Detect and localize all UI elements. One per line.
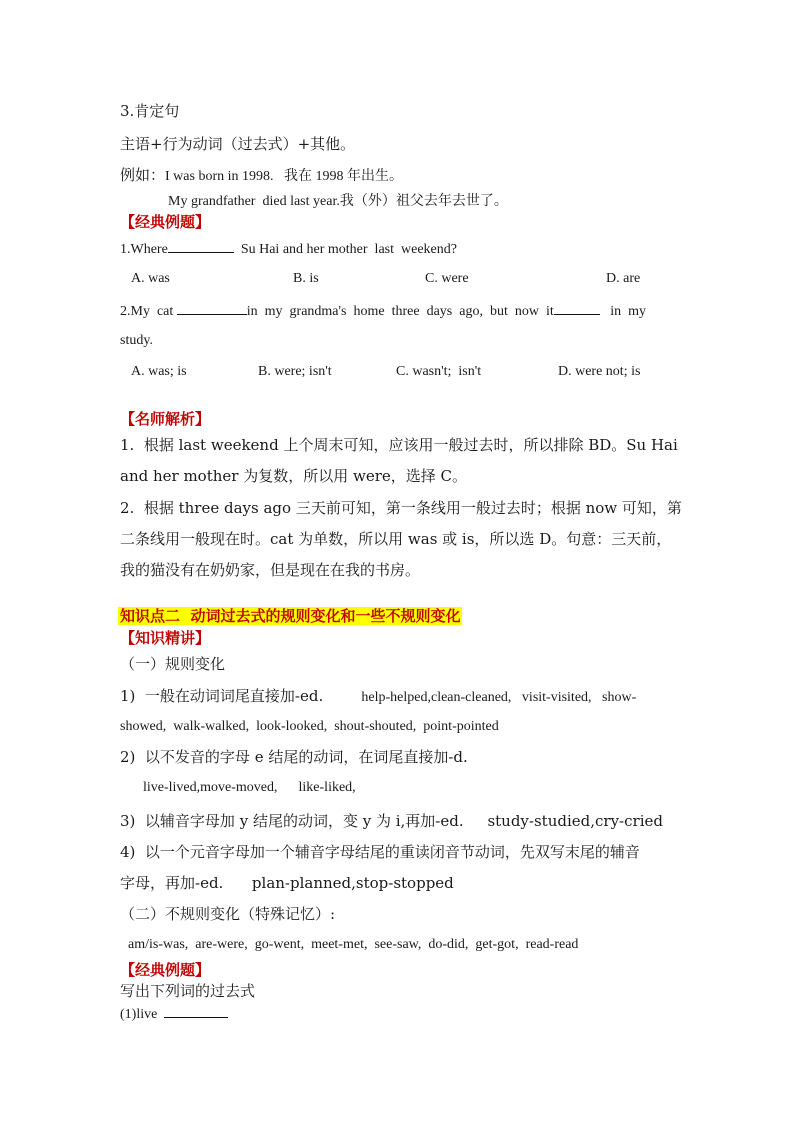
q2-option-c: C. wasn't; isn't (396, 364, 482, 379)
question-2-end: in my (610, 304, 647, 319)
analysis-line-2: and her mother 为复数，所以用 were，选择 C。 (120, 467, 467, 485)
question-1-end: Su Hai and her mother last weekend? (240, 242, 457, 257)
regular-change-heading: （一）规则变化 (120, 655, 226, 673)
irregular-verb-list: am/is-was, are-were, go-went, meet-met, see-saw, do-did, get-got, read-read (128, 937, 579, 952)
q2-option-d: D. were not; is (558, 364, 641, 379)
teacher-analysis-tag: 【名师解析】 (120, 410, 211, 428)
classic-examples-tag-2: 【经典例题】 (120, 961, 211, 979)
question-2 (120, 300, 646, 322)
rule-4-line: 4) 以一个元音字母加一个辅音字母结尾的重读闭音节动词，先双写末尾的辅音 (120, 843, 640, 861)
example-line-1 (120, 165, 403, 187)
exercise-instruction: 写出下列词的过去式 (120, 982, 256, 1000)
question-2-start: 2.My cat (120, 304, 174, 319)
example-sentence-2: My grandfather died last year.我（外）祖父去年去世了。 (168, 194, 508, 209)
rule-1-text: 1) 一般在动词词尾直接加-ed. (120, 687, 324, 705)
rule-1-examples: help-helped,clean-cleaned, visit-visited, show- (361, 690, 637, 705)
q2-option-a: A. was; is (131, 364, 187, 379)
rule-1-line (120, 686, 636, 708)
formula-line: 主语+行为动词（过去式）+其他。 (120, 135, 356, 153)
section-heading: 3.肯定句 (120, 102, 180, 120)
rule-1-examples-continued: showed, walk-walked, look-looked, shout-shouted, point-pointed (120, 719, 499, 734)
example-sentence-1: I was born in 1998. 我在 1998 年出生。 (165, 169, 404, 184)
answer-blank[interactable] (168, 238, 234, 253)
irregular-change-heading: （二）不规则变化（特殊记忆）: (120, 905, 336, 923)
analysis-line-1: 1. 根据 last weekend 上个周末可知，应该用一般过去时，所以排除 BD。Su Hai (120, 436, 678, 454)
question-2-middle: in my grandma's home three days ago, but now it (246, 304, 554, 319)
knowledge-point-2-title: 知识点二 动词过去式的规则变化和一些不规则变化 (120, 607, 461, 625)
knowledge-explanation-tag: 【知识精讲】 (120, 629, 211, 647)
example-line-2 (168, 190, 508, 212)
example-label: 例如： (120, 166, 166, 184)
answer-blank[interactable] (164, 1003, 228, 1018)
classic-examples-tag: 【经典例题】 (120, 213, 211, 231)
rule-2-line: 2) 以不发音的字母 e 结尾的动词，在词尾直接加-d. (120, 748, 468, 766)
analysis-line-4: 二条线用一般现在时。cat 为单数，所以用 was 或 is，所以选 D。句意：三天前， (120, 530, 672, 548)
q2-option-b: B. were; isn't (258, 364, 332, 379)
answer-blank[interactable] (554, 300, 600, 315)
exercise-item-1-word: (1)live (120, 1007, 158, 1022)
rule-2-examples: live-lived,move-moved, like-liked, (143, 780, 356, 795)
q1-option-a: A. was (131, 271, 170, 286)
q1-option-d: D. are (606, 271, 641, 286)
analysis-line-3: 2. 根据 three days ago 三天前可知，第一条线用一般过去时；根据 now 可知，第 (120, 499, 682, 517)
exercise-item-1 (120, 1003, 228, 1025)
q1-option-c: C. were (425, 271, 469, 286)
answer-blank[interactable] (177, 300, 247, 315)
question-1 (120, 238, 457, 260)
rule-4-line-continued: 字母，再加-ed. plan-planned,stop-stopped (120, 874, 454, 892)
question-1-start: 1.Where (120, 242, 168, 257)
knowledge-point-2-title-line (118, 606, 462, 626)
analysis-line-5: 我的猫没有在奶奶家，但是现在在我的书房。 (120, 561, 421, 579)
rule-3-line: 3) 以辅音字母加 y 结尾的动词，变 y 为 i,再加-ed. study-studied,cry-cried (120, 812, 663, 830)
question-2-continued: study. (120, 333, 153, 348)
q1-option-b: B. is (293, 271, 319, 286)
